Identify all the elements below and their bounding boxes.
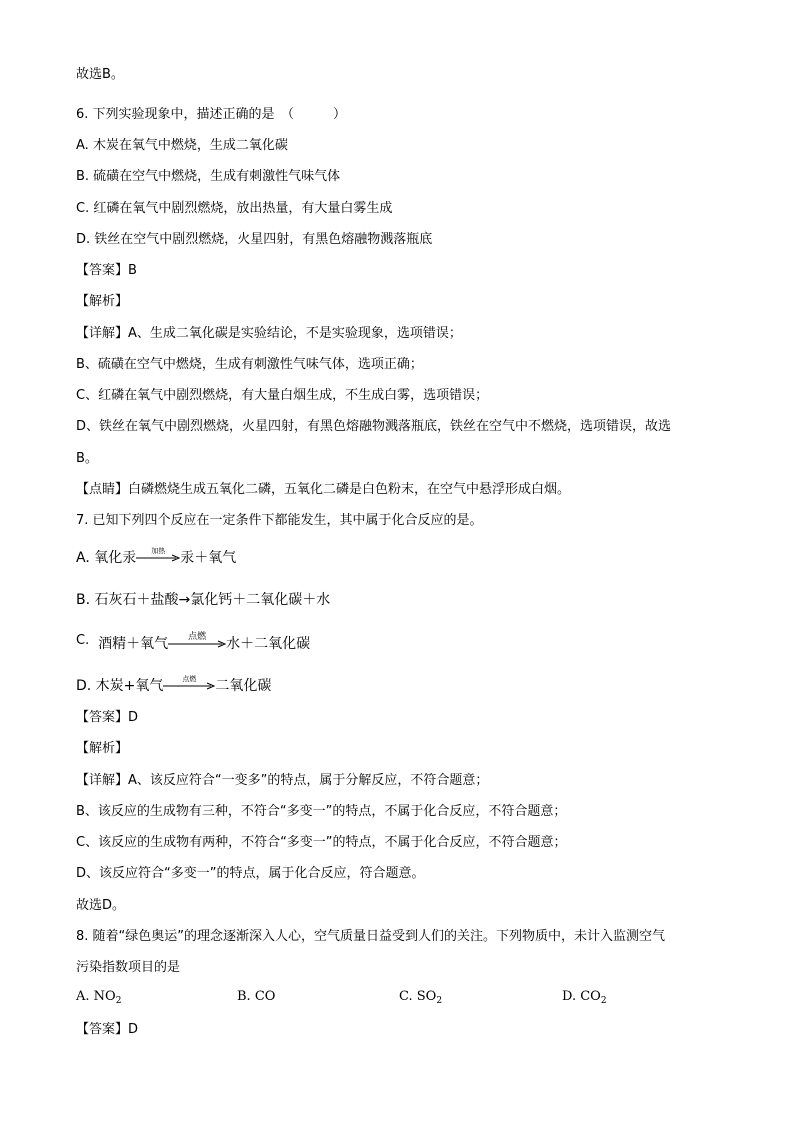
explanation-line: 故选D。 <box>76 898 126 913</box>
explanation-line <box>76 772 488 790</box>
reaction-condition: 点燃 <box>182 675 197 683</box>
analysis-tag: 【解析】 <box>76 294 129 309</box>
question-7-option-d <box>76 675 271 695</box>
reaction-arrow <box>136 547 180 562</box>
reactant-text: D. 木炭+氧气 <box>76 678 164 694</box>
reactant-text: A. 氧化汞 <box>76 550 137 566</box>
product-text: 二氧化碳 <box>215 678 272 694</box>
question-8-stem-cont: 污染指数项目的是 <box>76 960 181 975</box>
reaction-condition: 加热 <box>151 547 166 555</box>
option-label: C. <box>76 633 90 648</box>
answer-line <box>76 262 137 280</box>
question-6-option-d: D. 铁丝在空气中剧烈燃烧，火星四射，有黑色熔融物溅落瓶底 <box>76 232 433 247</box>
explanation-line <box>76 325 462 343</box>
answer-tag: 【答案】 <box>76 263 129 278</box>
question-8-option-b: B. CO <box>237 989 276 1004</box>
explanation-line: C、该反应的生成物有两种，不符合“多变一”的特点，不属于化合反应，不符合题意； <box>76 835 567 850</box>
answer-line <box>76 709 138 727</box>
explanation-text: A、生成二氧化碳是实验结论，不是实验现象，选项错误； <box>128 326 462 341</box>
answer-value: D <box>128 710 139 725</box>
detail-tag: 【详解】 <box>76 326 129 341</box>
question-8-option-a: A. $NO_2$ <box>76 989 122 1006</box>
analysis-tag: 【解析】 <box>76 741 129 756</box>
detail-tag: 【详解】 <box>76 773 129 788</box>
explanation-line: D、该反应符合“多变一”的特点，属于化合反应，符合题意。 <box>76 866 425 881</box>
product-text: 水＋二氧化碳 <box>226 636 311 652</box>
explanation-line: B。 <box>76 451 98 466</box>
reaction-condition: 点燃 <box>188 632 207 642</box>
tip-line <box>76 481 570 499</box>
question-8-options <box>76 989 636 1007</box>
explanation-line: B、硫磺在空气中燃烧，生成有刺激性气味气体，选项正确； <box>76 357 423 372</box>
question-7-option-a <box>76 547 236 567</box>
question-6-option-c: C. 红磷在氧气中剧烈燃烧，放出热量，有大量白雾生成 <box>76 201 393 216</box>
answer-value: D <box>128 1022 139 1037</box>
answer-tag: 【答案】 <box>76 710 129 725</box>
answer-line <box>76 1021 138 1039</box>
question-8-option-c: C. $SO_2$ <box>399 989 443 1006</box>
answer-tag: 【答案】 <box>76 1022 129 1037</box>
question-6-option-b: B. 硫磺在空气中燃烧，生成有刺激性气味气体 <box>76 169 341 184</box>
tip-text: 白磷燃烧生成五氧化二磷，五氧化二磷是白色粉末，在空气中悬浮形成白烟。 <box>128 482 571 497</box>
question-7-stem: 7. 已知下列四个反应在一定条件下都能发生，其中属于化合反应的是。 <box>76 513 483 528</box>
reactant-text: 酒精＋氧气 <box>98 636 169 652</box>
question-7-option-c <box>76 633 310 653</box>
explanation-line: D、铁丝在氧气中剧烈燃烧，火星四射，有黑色熔融物溅落瓶底，铁丝在空气中不燃烧，选项错误，故选 <box>76 419 672 434</box>
explanation-line: B、该反应的生成物有三种，不符合“多变一”的特点，不属于化合反应，不符合题意； <box>76 804 567 819</box>
question-6-option-a: A. 木炭在氧气中燃烧，生成二氧化碳 <box>76 138 288 153</box>
product-text: 汞＋氧气 <box>180 550 237 566</box>
text-line: 故选B。 <box>76 67 124 82</box>
reaction-arrow <box>168 632 226 648</box>
question-7-option-b: B. 石灰石＋盐酸→氯化钙＋二氧化碳＋水 <box>76 592 331 608</box>
explanation-line: C、红磷在氧气中剧烈燃烧，有大量白烟生成，不生成白雾，选项错误； <box>76 388 489 403</box>
question-8-option-d: D. $CO_2$ <box>562 989 607 1006</box>
tip-tag: 【点睛】 <box>76 482 129 497</box>
question-8-stem: 8. 随着“绿色奥运”的理念逐渐深入人心，空气质量日益受到人们的关注。下列物质中，未计入监测空气 <box>76 929 666 944</box>
question-6-stem: 6. 下列实验现象中，描述正确的是 （ ） <box>76 107 347 122</box>
reaction-arrow <box>163 675 215 690</box>
answer-value: B <box>128 263 137 278</box>
explanation-text: A、该反应符合“一变多”的特点，属于分解反应，不符合题意； <box>128 773 489 788</box>
